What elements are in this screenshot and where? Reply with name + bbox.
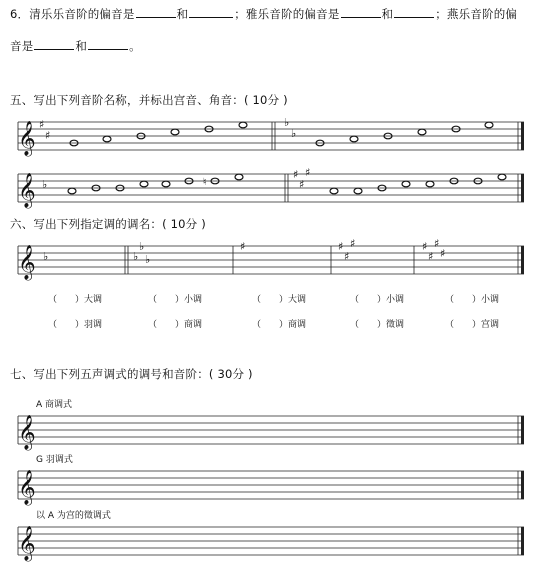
sharp-icon: ♯	[428, 250, 434, 263]
sharp-icon: ♯	[440, 247, 446, 260]
answer-label[interactable]: （ ）商调	[148, 320, 203, 330]
q5-title: 五、写出下列音阶名称，并标出宫音、角音：( 10分 )	[10, 93, 288, 107]
sharp-icon: ♯	[350, 237, 356, 250]
flat-icon: ♭	[139, 240, 145, 253]
note	[418, 129, 426, 135]
answer-label[interactable]: （ ）小调	[148, 295, 203, 305]
q6-part3: ；燕乐音阶的偏	[435, 7, 518, 21]
q6-and: 和	[176, 7, 189, 21]
note	[354, 188, 362, 194]
q6-line2	[10, 38, 141, 54]
staff-q7-1[interactable]	[0, 406, 540, 450]
note	[498, 174, 506, 180]
note	[330, 188, 338, 194]
sharp-icon: ♯	[39, 118, 45, 131]
staff-q5-row2	[0, 164, 540, 210]
note	[235, 174, 243, 180]
answer-label[interactable]: （ ）商调	[252, 320, 307, 330]
q6-end: 。	[129, 39, 141, 53]
exercise-label: G 羽调式	[36, 455, 73, 465]
exercise-label: A 商调式	[36, 400, 73, 410]
treble-clef-icon: 𝄞	[18, 415, 36, 450]
sharp-icon: ♯	[299, 178, 305, 191]
q6b-title: 六、写出下列指定调的调名：( 10分 )	[10, 217, 206, 231]
answer-blank[interactable]	[34, 39, 74, 50]
flat-icon: ♭	[133, 250, 139, 263]
natural-icon: ♮	[203, 177, 207, 188]
answer-blank[interactable]	[136, 7, 176, 18]
flat-icon: ♭	[291, 127, 297, 140]
q7-title: 七、写出下列五声调式的调号和音阶：( 30分 )	[10, 367, 253, 381]
sharp-icon: ♯	[422, 240, 428, 253]
flat-icon: ♭	[43, 250, 49, 263]
treble-clef-icon: 𝄞	[18, 173, 36, 208]
answer-blank[interactable]	[394, 7, 434, 18]
sharp-icon: ♯	[45, 129, 51, 142]
answer-label[interactable]: （ ）小调	[350, 295, 405, 305]
answer-blank[interactable]	[88, 39, 128, 50]
note	[103, 136, 111, 142]
flat-icon: ♭	[42, 178, 48, 191]
q6-and: 和	[75, 39, 88, 53]
staff-key-signatures	[0, 236, 540, 282]
sharp-icon: ♯	[338, 240, 344, 253]
answer-blank[interactable]	[341, 7, 381, 18]
sharp-icon: ♯	[293, 168, 299, 181]
exercise-label: 以 A 为宫的徵调式	[36, 511, 111, 521]
note	[140, 181, 148, 187]
q6-line1	[10, 6, 517, 22]
note	[239, 122, 247, 128]
treble-clef-icon: 𝄞	[18, 245, 36, 280]
answer-blank[interactable]	[189, 7, 233, 18]
sharp-icon: ♯	[344, 250, 350, 263]
q6-part2: ；雅乐音阶的偏音是	[234, 7, 340, 21]
note	[162, 181, 170, 187]
treble-clef-icon: 𝄞	[18, 470, 36, 505]
q6-part1: 6．清乐乐音阶的偏音是	[10, 7, 135, 21]
sharp-icon: ♯	[240, 240, 246, 253]
staff-q7-2[interactable]	[0, 461, 540, 505]
staff-q5-row1	[0, 112, 540, 158]
answer-label[interactable]: （ ）小调	[445, 295, 500, 305]
treble-clef-icon: 𝄞	[18, 121, 36, 156]
note	[68, 188, 76, 194]
answer-label[interactable]: （ ）宫调	[445, 320, 500, 330]
q6-and: 和	[381, 7, 394, 21]
note	[350, 136, 358, 142]
answer-label[interactable]: （ ）大调	[48, 295, 103, 305]
treble-clef-icon: 𝄞	[18, 526, 36, 561]
flat-icon: ♭	[145, 253, 151, 266]
answer-label[interactable]: （ ）徵调	[350, 320, 405, 330]
sharp-icon: ♯	[305, 166, 311, 179]
sharp-icon: ♯	[434, 237, 440, 250]
note	[402, 181, 410, 187]
flat-icon: ♭	[284, 116, 290, 129]
staff-q7-3[interactable]	[0, 517, 540, 561]
q6-part4: 音是	[10, 39, 34, 53]
note	[485, 122, 493, 128]
note	[426, 181, 434, 187]
answer-label[interactable]: （ ）羽调	[48, 320, 103, 330]
note	[171, 129, 179, 135]
answer-label[interactable]: （ ）大调	[252, 295, 307, 305]
